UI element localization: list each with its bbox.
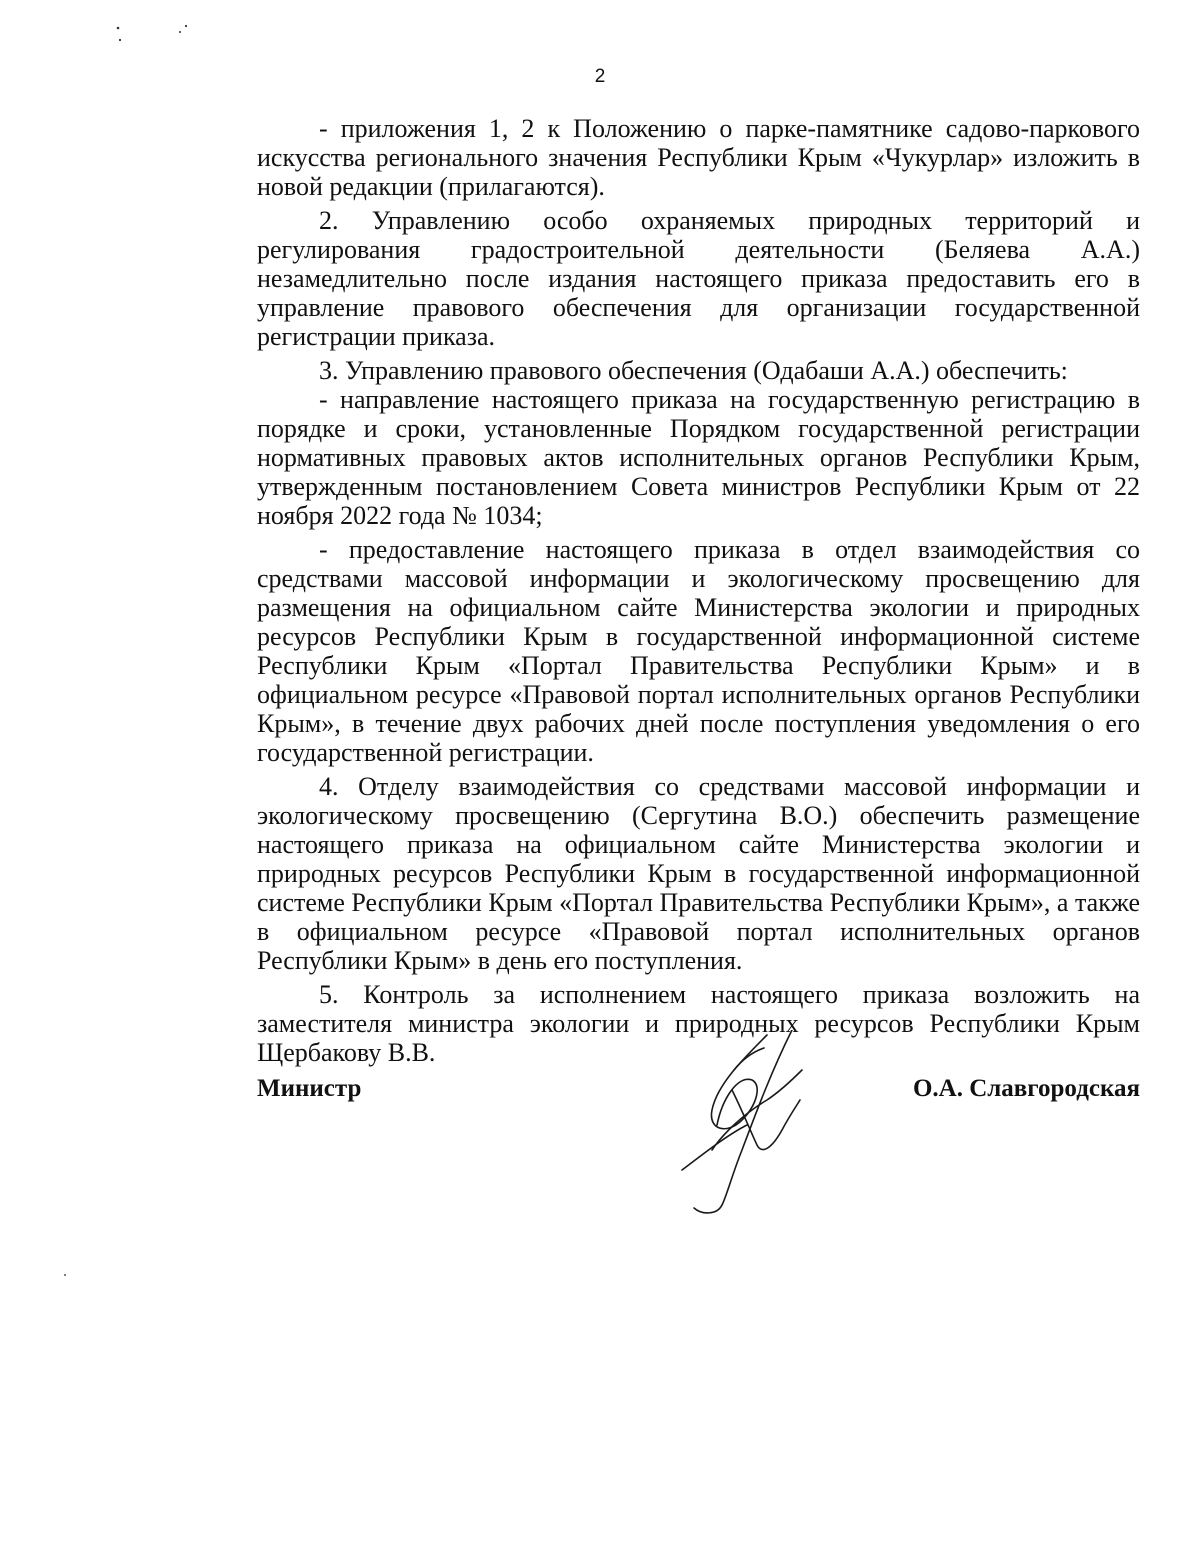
signatory-name: О.А. Славгородская [912, 1075, 1140, 1102]
paragraph-item-2: 2. Управлению особо охраняемых природных территорий и регулирования градостроительной деятельности (Беляева А.А.) незамедлительно после издания настоящего приказа предоставить его в управление правового обеспечения для организации государственной регистрации приказа. [257, 206, 1140, 351]
document-body [257, 114, 1140, 1072]
scan-speck-marks [110, 20, 200, 50]
signatory-title: Министр [257, 1075, 362, 1102]
paragraph-item-3-registration: - направление настоящего приказа на государственную регистрацию в порядке и сроки, установленные Порядком государственной регистрации нормативных правовых актов исполнительных органов Республики Крым, утвержденным постановлением Совета министров Республики Крым от 22 ноября 2022 года № 1034; [257, 385, 1140, 530]
paragraph-appendix: - приложения 1, 2 к Положению о парке-памятнике садово-паркового искусства регионального значения Республики Крым «Чукурлар» изложить в новой редакции (прилагаются). [257, 114, 1140, 201]
scan-speck-mark [60, 1270, 70, 1280]
paragraph-item-5: 5. Контроль за исполнением настоящего приказа возложить на заместителя министра экологии и природных ресурсов Республики Крым Щербакову В.В. [257, 980, 1140, 1067]
page-number: 2 [594, 66, 606, 87]
paragraph-item-3-publication: - предоставление настоящего приказа в отдел взаимодействия со средствами массовой информации и экологическому просвещению для размещения на официальном сайте Министерства экологии и природных ресурсов Республики Крым в государственной информационной системе Республики Крым «Портал Правительства Республики Крым» и в официальном ресурсе «Правовой портал исполнительных органов Республики Крым», в течение двух рабочих дней после поступления уведомления о его государственной регистрации. [257, 535, 1140, 767]
paragraph-item-3: 3. Управлению правового обеспечения (Одабаши А.А.) обеспечить: [319, 356, 1068, 385]
handwritten-signature [672, 1030, 812, 1220]
paragraph-item-4: 4. Отделу взаимодействия со средствами массовой информации и экологическому просвещению (Сергутина В.О.) обеспечить размещение настоящего приказа на официальном сайте Министерства экологии и природных ресурсов Республики Крым в государственной информационной системе Республики Крым «Портал Правительства Республики Крым», а также в официальном ресурсе «Правовой портал исполнительных органов Республики Крым» в день его поступления. [257, 772, 1140, 975]
